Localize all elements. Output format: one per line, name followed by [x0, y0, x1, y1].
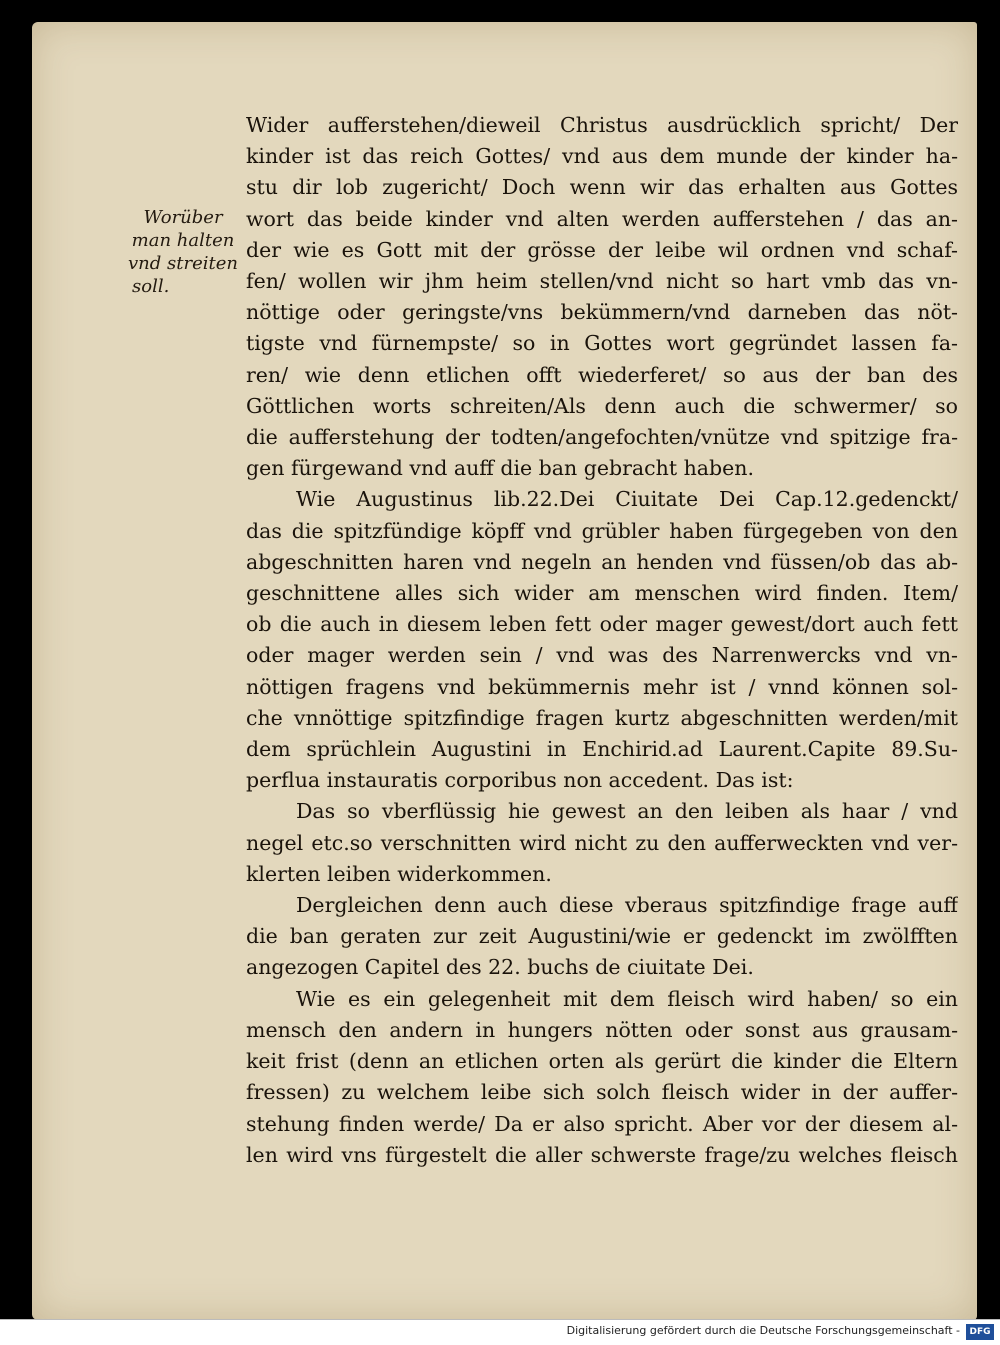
text-line: Dergleichen denn auch diese vberaus spitzfindige frage auff	[296, 893, 958, 918]
text-line: Göttlichen worts schreiten/Als denn auch die schwermer/ so	[246, 393, 958, 418]
text-line: mensch den andern in hungers nötten oder sonst aus grausam-	[246, 1017, 958, 1042]
text-line: kinder ist das reich Gottes/ vnd aus dem munde der kinder ha-	[246, 144, 958, 169]
text-line: stu dir lob zugericht/ Doch wenn wir das erhalten aus Gottes	[246, 175, 958, 200]
text-line: klerten leiben widerkommen.	[246, 861, 552, 886]
marginal-line: Worüber	[143, 207, 223, 228]
text-line: fen/ wollen wir jhm heim stellen/vnd nicht so hart vmb das vn-	[246, 269, 958, 294]
text-line: gen fürgewand vnd auff die ban gebracht haben.	[246, 456, 754, 481]
dfg-logo: DFG	[966, 1324, 994, 1340]
text-line: angezogen Capitel des 22. buchs de ciuitate Dei.	[246, 955, 754, 980]
marginal-line: man halten	[131, 230, 235, 251]
text-line: Das so vberflüssig hie gewest an den leiben als haar / vnd	[296, 799, 958, 824]
marginal-note	[128, 206, 238, 298]
text-line: die aufferstehung der todten/angefochten/vnütze vnd spitzige fra-	[246, 425, 958, 450]
text-line: negel etc.so verschnitten wird nicht zu den aufferweckten vnd ver-	[246, 830, 958, 855]
text-line: dem sprüchlein Augustini in Enchirid.ad Laurent.Capite 89.Su-	[246, 737, 958, 762]
text-line: Wie es ein gelegenheit mit dem fleisch wird haben/ so ein	[296, 986, 958, 1011]
text-line: abgeschnitten haren vnd negeln an henden vnd füssen/ob das ab-	[246, 549, 958, 574]
text-line: perflua instauratis corporibus non accedent. Das ist:	[246, 768, 794, 793]
marginal-line: soll.	[132, 276, 170, 297]
text-line: Wider aufferstehen/dieweil Christus ausdrücklich spricht/ Der	[246, 113, 958, 137]
text-line: der wie es Gott mit der grösse der leibe wil ordnen vnd schaf-	[246, 237, 958, 262]
marginal-line: vnd streiten	[128, 253, 238, 274]
text-line: stehung finden werde/ Da er also spricht. Aber vor der diesem al-	[246, 1111, 958, 1136]
text-line: wort das beide kinder vnd alten werden aufferstehen / das an-	[246, 206, 958, 231]
text-line: die ban geraten zur zeit Augustini/wie er gedenckt im zwölfften	[246, 924, 958, 949]
text-line: len wird vns fürgestelt die aller schwerste frage/zu welches fleisch	[246, 1142, 958, 1167]
text-line: nöttigen fragens vnd bekümmernis mehr ist / vnnd können sol-	[246, 674, 958, 699]
text-line: che vnnöttige spitzfindige fragen kurtz abgeschnitten werden/mit	[246, 705, 958, 730]
text-line: tigste vnd fürnempste/ so in Gottes wort gegründet lassen fa-	[246, 331, 958, 356]
funding-credit: Digitalisierung gefördert durch die Deutsche Forschungsgemeinschaft -	[566, 1324, 960, 1337]
text-line: ren/ wie denn etlichen offt wiederferet/ so aus der ban des	[246, 362, 958, 387]
text-line: nöttige oder geringste/vns bekümmern/vnd darneben das nöt-	[246, 300, 958, 325]
text-line: geschnittene alles sich wider am menschen wird finden. Item/	[246, 581, 958, 606]
text-line: Wie Augustinus lib.22.Dei Ciuitate Dei Cap.12.gedenckt/	[296, 487, 958, 512]
footer-bar	[0, 1319, 1000, 1345]
text-line: ob die auch in diesem leben fett oder mager gewest/dort auch fett	[246, 612, 958, 637]
text-line: oder mager werden sein / vnd was des Narrenwercks vnd vn-	[246, 643, 958, 668]
main-text-block	[246, 110, 958, 1171]
text-line: fressen) zu welchem leibe sich solch fleisch wider in der auffer-	[246, 1080, 958, 1105]
text-line: keit frist (denn an etlichen orten als gerürt die kinder die Eltern	[246, 1049, 958, 1074]
text-line: das die spitzfündige köpff vnd grübler haben fürgegeben von den	[246, 518, 958, 543]
